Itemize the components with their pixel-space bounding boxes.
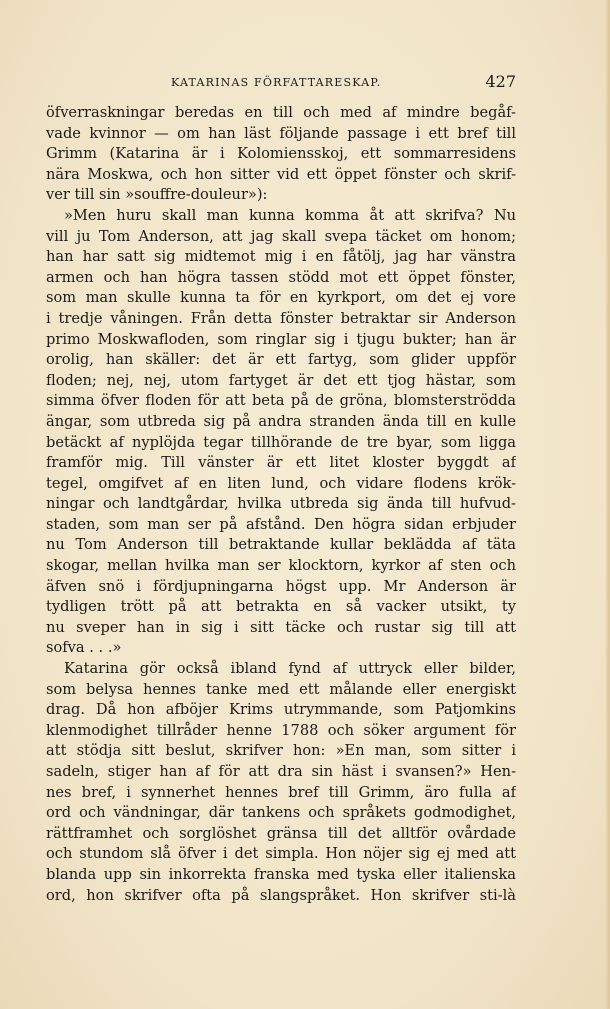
text-line: orolig, han skäller: det är ett fartyg, som glider uppför — [46, 351, 516, 369]
text-line: staden, som man ser på afstånd. Den högra sidan erbjuder — [46, 515, 516, 533]
text-line: betäckt af nyplöjda tegar tillhörande de tre byar, som ligga — [46, 433, 516, 451]
text-line: framför mig. Till vänster är ett litet kloster byggdt af — [46, 454, 516, 472]
text-line: ängar, som utbreda sig på andra stranden ända till en kulle — [46, 412, 516, 430]
page-number: 427 — [485, 72, 516, 91]
text-line: ver till sin »souffre-douleur»): — [46, 186, 268, 204]
text-line: att stödja sitt beslut, skrifver hon: »En man, som sitter i — [46, 742, 516, 760]
text-line: han har satt sig midtemot mig i en fåtölj, jag har vänstra — [46, 248, 516, 266]
text-line: och stundom slå öfver i det simpla. Hon nöjer sig ej med att — [46, 845, 516, 863]
page-header — [46, 72, 516, 94]
text-line: rättframhet och sorglöshet gränsa till det alltför ovårdade — [46, 824, 516, 842]
text-line: nes bref, i synnerhet hennes bref till Grimm, äro fulla af — [46, 783, 516, 801]
running-title: KATARINAS FÖRFATTARESKAP. — [171, 76, 382, 89]
text-line: nära Moskwa, och hon sitter vid ett öppet fönster och skrif- — [46, 165, 516, 183]
text-line: drag. Då hon afböjer Krims utrymmande, som Patjomkins — [46, 701, 516, 719]
text-line: nu Tom Anderson till betraktande kullar beklädda af täta — [46, 536, 516, 554]
body-text — [46, 103, 516, 906]
text-line: som belysa hennes tanke med ett målande eller energiskt — [46, 680, 516, 698]
text-line: ningar och landtgårdar, hvilka utbreda sig ända till hufvud- — [46, 495, 516, 513]
text-line: »Men huru skall man kunna komma åt att skrifva? Nu — [64, 206, 516, 224]
text-line: Katarina gör också ibland fynd af uttryck eller bilder, — [64, 660, 516, 678]
text-line: Grimm (Katarina är i Kolomiensskoj, ett sommarresidens — [46, 145, 516, 163]
text-line: armen och han högra tassen stödd mot ett öppet fönster, — [46, 268, 516, 286]
text-line: floden; nej, nej, utom fartyget är det ett tjog hästar, som — [46, 371, 516, 389]
text-line: vill ju Tom Anderson, att jag skall svepa täcket om honom; — [46, 227, 516, 245]
text-line: simma öfver floden för att beta på de gröna, blomsterströdda — [46, 392, 516, 410]
text-line: i tredje våningen. Från detta fönster betraktar sir Anderson — [46, 309, 516, 327]
text-line: ord och vändningar, där tankens och språkets godmodighet, — [46, 804, 516, 822]
text-line: primo Moskwafloden, som ringlar sig i tjugu bukter; han är — [46, 330, 516, 348]
text-line: skogar, mellan hvilka man ser klocktorn, kyrkor af sten och — [46, 557, 516, 575]
text-line: tydligen trött på att betrakta en så vacker utsikt, ty — [46, 598, 516, 616]
text-line: tegel, omgifvet af en liten lund, och vidare flodens krök- — [46, 474, 516, 492]
text-line: vade kvinnor — om han läst följande passage i ett bref till — [46, 124, 516, 142]
text-line: öfverraskningar beredas en till och med af mindre begåf- — [46, 104, 516, 121]
text-line: sadeln, stiger han af för att dra sin häst i svansen?» Hen- — [46, 763, 516, 780]
text-line: som man skulle kunna ta för en kyrkport, om det ej vore — [46, 289, 516, 307]
text-line: blanda upp sin inkorrekta franska med tyska eller italienska — [46, 865, 516, 883]
text-line: klenmodighet tillråder henne 1788 och söker argument för — [46, 721, 516, 739]
text-line: nu sveper han in sig i sitt täcke och rustar sig till att — [46, 618, 516, 636]
text-line: ord, hon skrifver ofta på slangspråket. Hon skrifver sti-là — [46, 886, 516, 904]
text-line: äfven snö i fördjupningarna högst upp. Mr Anderson är — [46, 577, 516, 595]
text-line: sofva . . .» — [46, 639, 122, 657]
page-edge-shadow — [606, 0, 610, 1009]
